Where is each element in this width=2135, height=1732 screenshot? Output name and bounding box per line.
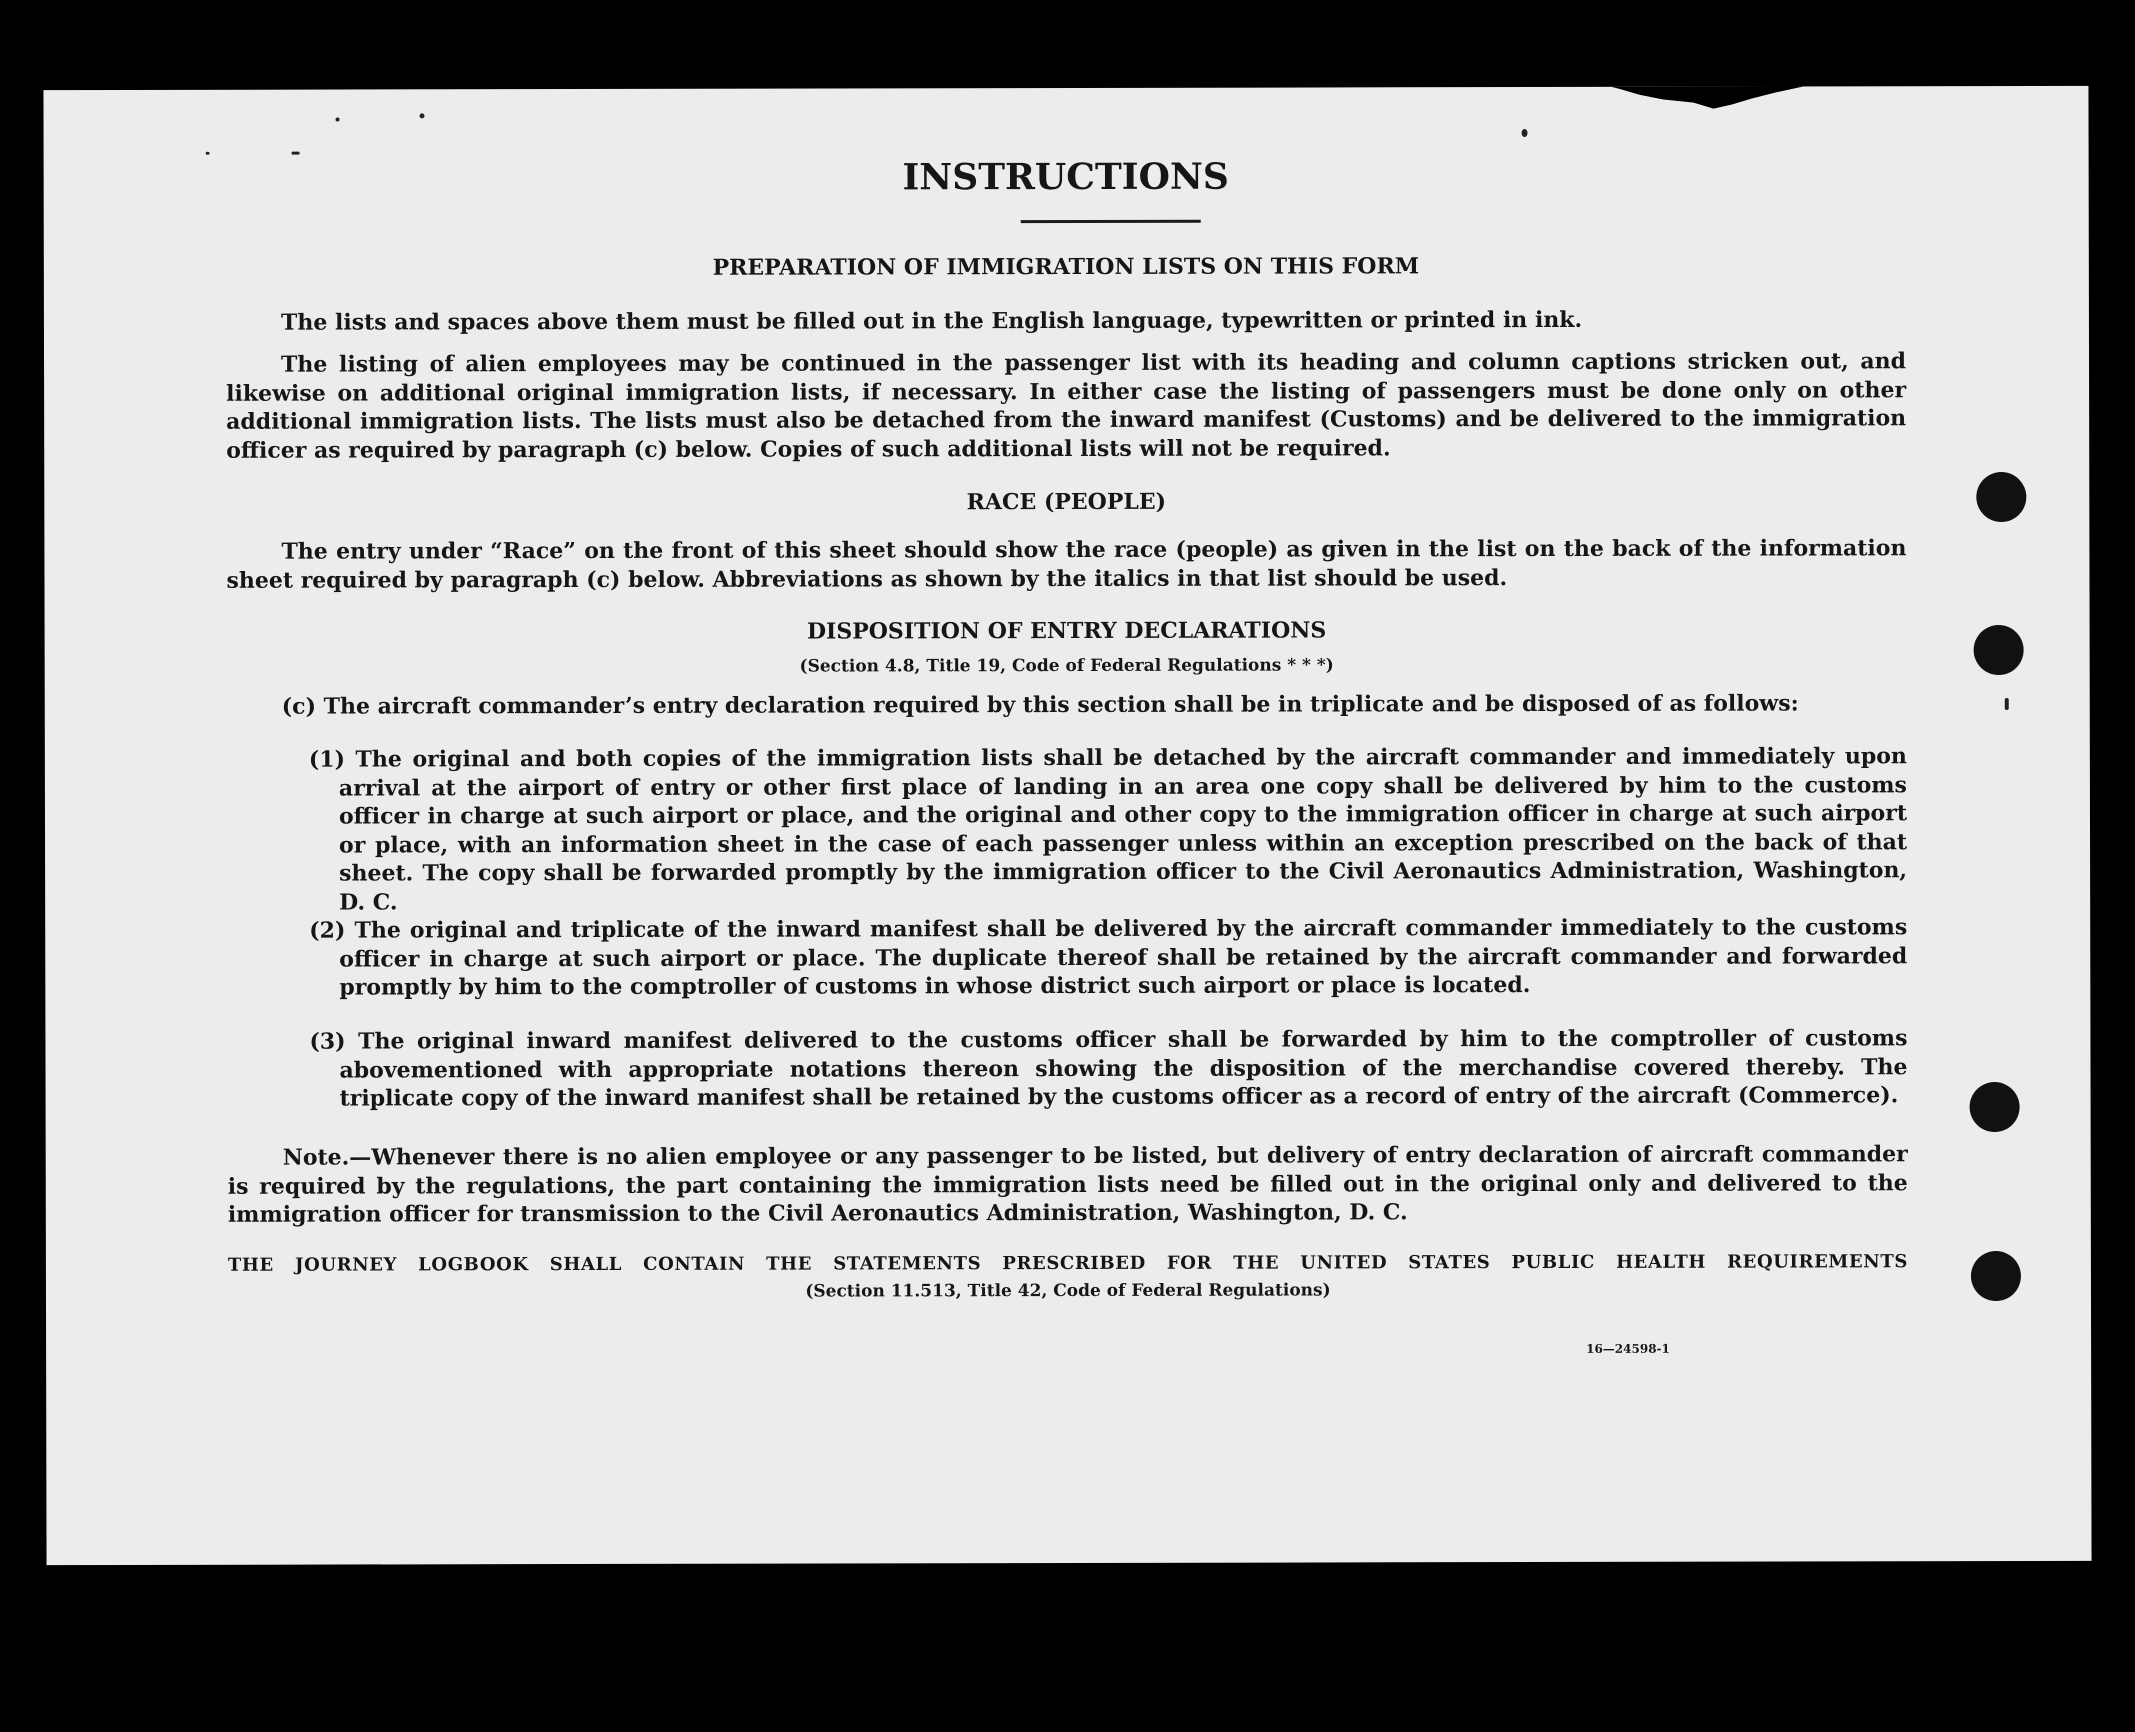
speck [336, 118, 340, 122]
race-paragraph: The entry under “Race” on the front of this sheet should show the race (people) as given in the list on the back of the information sheet required by paragraph (c) below. Abbreviations as shown by the italics in that list should be used. [226, 535, 1907, 594]
document-page [43, 86, 2091, 1565]
disposition-item-3: (3) The original inward manifest delivered to the customs officer shall be forwarded by him to the comptroller of customs abovementioned with appropriate notations thereon showing the disposition of the merchandise covered thereby. The triplicate copy of the inward manifest shall be retained by the customs officer as a record of entry of the aircraft (Commerce). [309, 1025, 1908, 1112]
punch-hole [1971, 1251, 2021, 1301]
speck [2005, 698, 2009, 710]
speck [292, 152, 300, 155]
torn-edge [1603, 86, 1803, 115]
punch-hole [1976, 472, 2026, 522]
preparation-heading: PREPARATION OF IMMIGRATION LISTS ON THIS FORM [712, 253, 1420, 281]
punch-hole [1970, 1082, 2020, 1132]
disposition-intro: (c) The aircraft commander’s entry declaration required by this section shall be in triplicate and be disposed of as follows: [281, 690, 1799, 720]
disposition-citation: (Section 4.8, Title 19, Code of Federal Regulations * * *) [799, 655, 1334, 677]
form-number: 16—24598-1 [1586, 1341, 1670, 1356]
speck [206, 152, 210, 155]
disposition-item-2: (2) The original and triplicate of the inward manifest shall be delivered by the aircraft commander immediately to the customs officer in charge at such airport or place. The duplicate thereof shall be retained by the aircraft commander and forwarded promptly by him to the comptroller of customs in whose district such airport or place is located. [309, 914, 1908, 1001]
health-citation: (Section 11.513, Title 42, Code of Federal Regulations) [805, 1280, 1331, 1302]
disposition-heading: DISPOSITION OF ENTRY DECLARATIONS [806, 617, 1327, 645]
title-underline [1021, 220, 1201, 223]
note-paragraph: Note.—Whenever there is no alien employee or any passenger to be listed, but delivery of entry declaration of aircraft commander is required by the regulations, the part containing the immigration lists need be filled out in the original only and delivered to the immigration officer for transmission to the Civil Aeronautics Administration, Washington, D. C. [227, 1141, 1908, 1228]
document-title: INSTRUCTIONS [902, 155, 1229, 199]
race-heading: RACE (PEOPLE) [966, 488, 1167, 516]
disposition-item-1: (1) The original and both copies of the immigration lists shall be detached by the aircraft commander and immediately upon arrival at the airport of entry or other first place of landing in an area one copy shall be delivered by him to the customs officer in charge at such airport or place, and the original and other copy to the immigration officer in charge at such airport or place, with an information sheet in the case of each passenger unless within an exception prescribed on the back of that sheet. The copy shall be forwarded promptly by the immigration officer to the Civil Aeronautics Administration, Washington, D. C. [308, 743, 1908, 916]
speck [1522, 129, 1528, 137]
health-statement: THE JOURNEY LOGBOOK SHALL CONTAIN THE STATEMENTS PRESCRIBED FOR THE UNITED STATES PUBLIC HEALTH REQUIREMENTS [227, 1251, 1908, 1276]
punch-hole [1974, 625, 2024, 675]
preparation-paragraph-2: The listing of alien employees may be continued in the passenger list with its heading and column captions stricken out, and likewise on additional original immigration lists, if necessary. In either case the listing of passengers must be done only on other additional immigration lists. The lists must also be detached from the inward manifest (Customs) and be delivered to the immigration officer as required by paragraph (c) below. Copies of such additional lists will not be required. [226, 348, 1907, 464]
speck [420, 113, 425, 118]
preparation-paragraph-1: The lists and spaces above them must be filled out in the English language, typewritten or printed in ink. [280, 306, 1583, 336]
